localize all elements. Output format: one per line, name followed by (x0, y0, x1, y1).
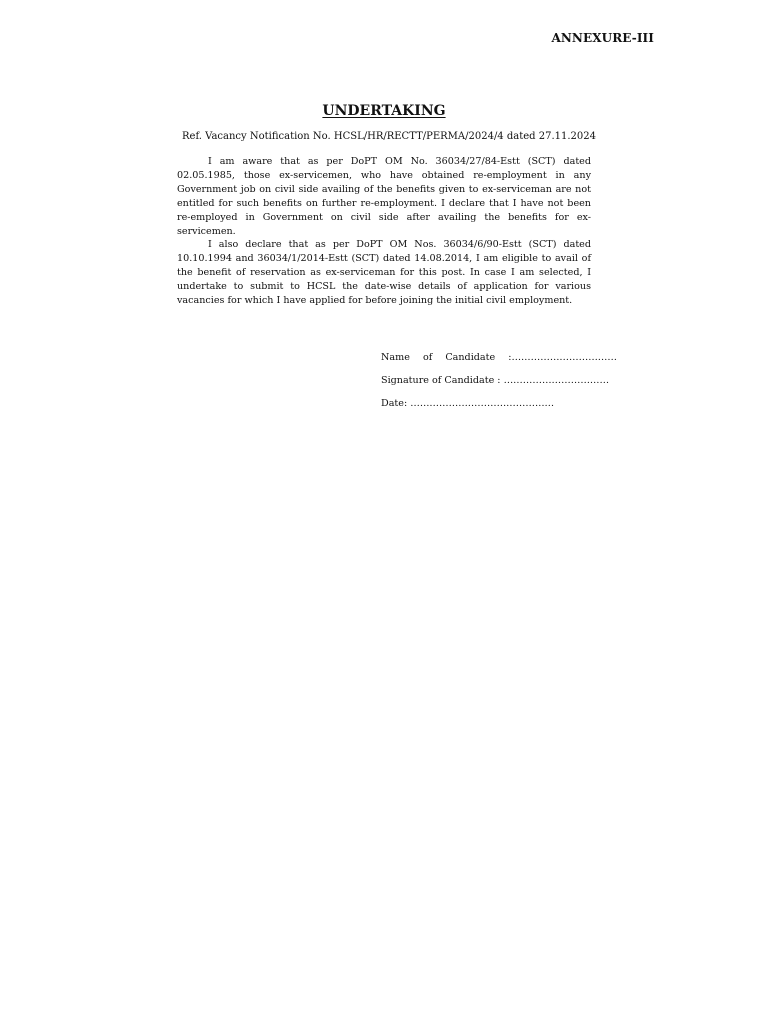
declaration-paragraph-1: I am aware that as per DoPT OM No. 36034/27/84-Estt (SCT) dated 02.05.1985, those ex-servicemen, who have obtained re-employment in any Government job on civil side availing of the benefits given to ex-serviceman are not entitled for such benefits on further re-employment. I declare that I have not been re-employed in Government on civil side after availing the benefits for ex-servicemen. (177, 156, 591, 237)
candidate-signature-line: Signature of Candidate : …………………………… (381, 375, 610, 386)
reference-line: Ref. Vacancy Notification No. HCSL/HR/RECTT/PERMA/2024/4 dated 27.11.2024 (182, 131, 596, 142)
document-title: UNDERTAKING (322, 103, 446, 119)
candidate-name-text: Name of Candidate :…………………………… (381, 352, 617, 363)
date-line: Date: ……………………………………… (381, 398, 555, 409)
candidate-name-line (381, 351, 621, 374)
annexure-label: ANNEXURE-III (551, 31, 654, 45)
signature-block (381, 351, 621, 420)
declaration-paragraph-2: I also declare that as per DoPT OM Nos. 36034/6/90-Estt (SCT) dated 10.10.1994 and 36034/1/2014-Estt (SCT) dated 14.08.2014, I am eligible to avail of the benefit of reservation as ex-serviceman for this post. In case I am selected, I undertake to submit to HCSL the date-wise details of application for various vacancies for which I have applied for before joining the initial civil employment. (177, 239, 591, 306)
